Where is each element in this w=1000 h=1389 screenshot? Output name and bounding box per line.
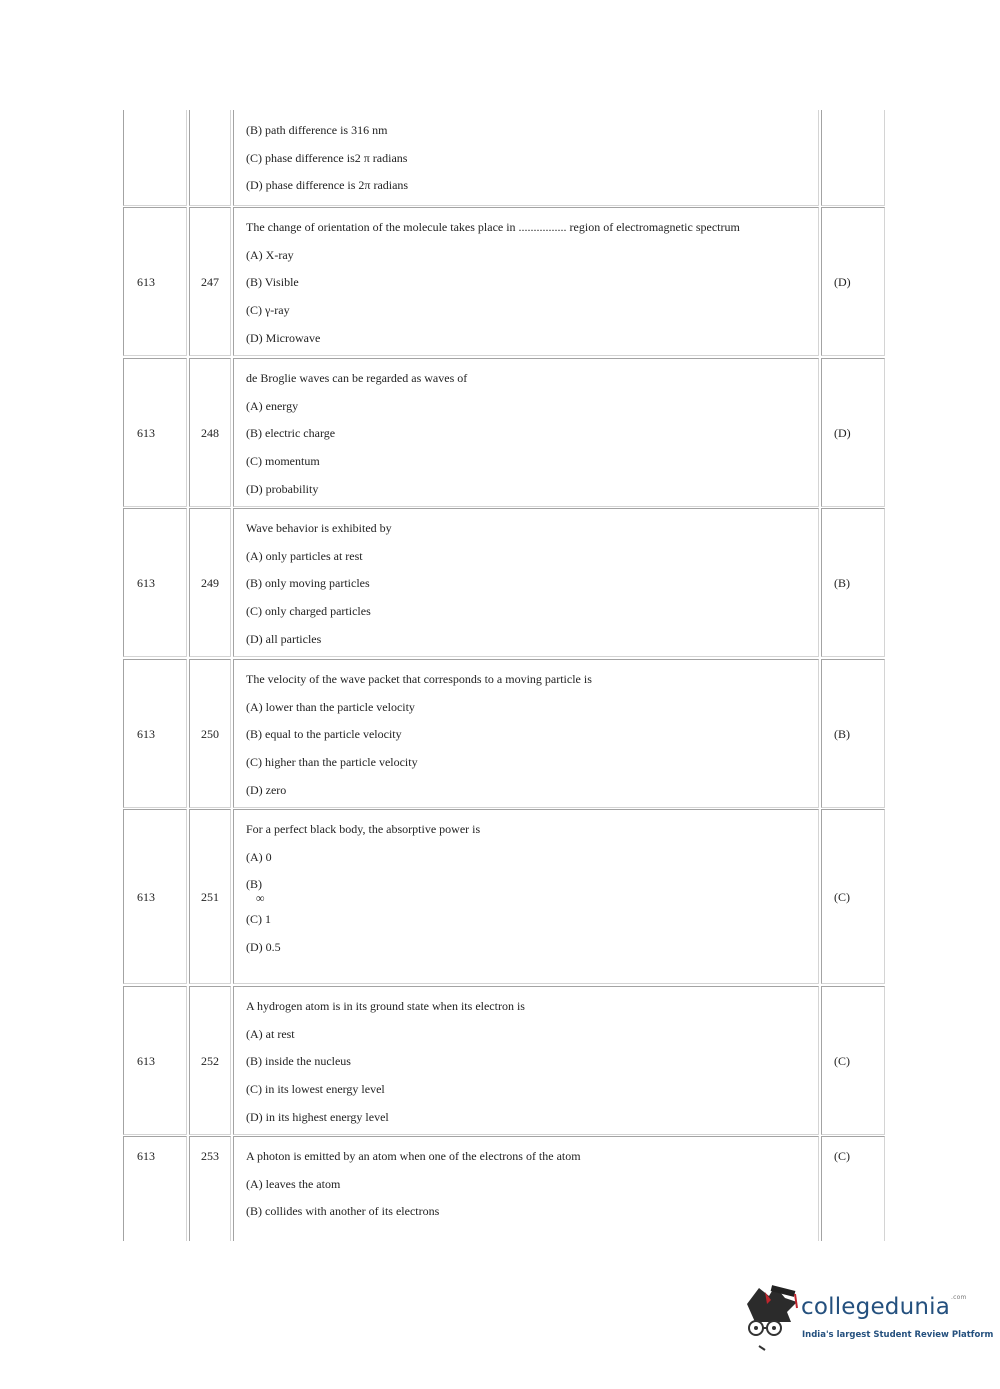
question-cell (233, 207, 819, 356)
table-row (122, 358, 886, 507)
subject-code-cell (123, 986, 187, 1135)
answer-cell (821, 110, 885, 206)
question-cell (233, 809, 819, 984)
option-b: (B) Visible (246, 275, 299, 290)
question-number: 249 (201, 576, 219, 590)
answer-key: (B) (834, 576, 850, 590)
table-row (122, 508, 886, 657)
option-b-label: (B) (246, 877, 262, 892)
question-cell (233, 1136, 819, 1241)
question-number-cell (189, 207, 231, 356)
table-row (122, 1136, 886, 1241)
question-number-cell (189, 110, 231, 206)
table-row (122, 809, 886, 984)
subject-code: 613 (137, 576, 155, 590)
option-d: (D) 0.5 (246, 940, 281, 955)
question-number-cell (189, 659, 231, 808)
logo-suffix: .com (951, 1294, 967, 1301)
question-text: For a perfect black body, the absorptive power is (246, 822, 481, 836)
option-c: (C) only charged particles (246, 604, 371, 619)
table-row (122, 659, 886, 808)
subject-code: 613 (137, 1149, 155, 1163)
subject-code-cell (123, 110, 187, 206)
question-table (122, 110, 886, 1241)
logo-wordmark: collegedunia$^{.com}$ (801, 1294, 967, 1320)
question-number: 253 (201, 1149, 219, 1163)
subject-code: 613 (137, 426, 155, 440)
question-number: 251 (201, 890, 219, 904)
question-cell (233, 986, 819, 1135)
option-c: (C) momentum (246, 454, 320, 469)
option-b: (B) only moving particles (246, 576, 370, 591)
subject-code-cell (123, 809, 187, 984)
collegedunia-logo (741, 1282, 994, 1352)
option-c: (C) γ-ray (246, 303, 290, 318)
question-cell (233, 508, 819, 657)
subject-code: 613 (137, 1054, 155, 1068)
option-a: (A) at rest (246, 1026, 295, 1041)
answer-cell (821, 1136, 885, 1241)
subject-code-cell (123, 1136, 187, 1241)
option-a: (A) energy (246, 398, 299, 413)
question-number: 247 (201, 275, 219, 289)
answer-key: (C) (834, 1054, 850, 1068)
option-a: (A) leaves the atom (246, 1176, 341, 1191)
option-c: (C) higher than the particle velocity (246, 755, 418, 770)
question-number-cell (189, 986, 231, 1135)
question-cell (233, 358, 819, 507)
question-text: A hydrogen atom is in its ground state when its electron is (246, 999, 525, 1013)
question-number: 248 (201, 426, 219, 440)
option-b: (B) collides with another of its electrons (246, 1204, 440, 1219)
option-c: (C) in its lowest energy level (246, 1082, 385, 1097)
option-d: (D) probability (246, 481, 319, 496)
answer-key: (D) (834, 275, 851, 289)
option-d: (D) in its highest energy level (246, 1109, 389, 1124)
option-c: (C) 1 (246, 912, 271, 927)
subject-code: 613 (137, 890, 155, 904)
question-text: A photon is emitted by an atom when one of the electrons of the atom (246, 1149, 581, 1163)
option-b: (B) equal to the particle velocity (246, 727, 402, 742)
option-d: (D) phase difference is 2π radians (246, 178, 409, 193)
table-row (122, 207, 886, 356)
infinity-symbol: ∞ (256, 891, 265, 906)
option-b: (B) path difference is 316 nm (246, 123, 388, 137)
question-number-cell (189, 809, 231, 984)
answer-cell (821, 207, 885, 356)
option-a: (A) only particles at rest (246, 548, 363, 563)
option-b: (B) inside the nucleus (246, 1054, 351, 1069)
answer-cell (821, 809, 885, 984)
question-number: 252 (201, 1054, 219, 1068)
question-text: de Broglie waves can be regarded as waves of (246, 371, 468, 385)
subject-code-cell (123, 358, 187, 507)
option-a: (A) lower than the particle velocity (246, 699, 415, 714)
option-c: (C) phase difference is2 π radians (246, 150, 408, 165)
answer-key: (C) (834, 890, 850, 904)
question-number: 250 (201, 727, 219, 741)
mascot-icon (741, 1282, 801, 1352)
option-a: (A) 0 (246, 849, 272, 864)
option-d: (D) Microwave (246, 330, 321, 345)
subject-code: 613 (137, 727, 155, 741)
option-b (246, 871, 810, 906)
subject-code-cell (123, 659, 187, 808)
answer-cell (821, 358, 885, 507)
option-d: (D) all particles (246, 631, 322, 646)
question-number-cell (189, 358, 231, 507)
question-number-cell (189, 1136, 231, 1241)
answer-cell (821, 659, 885, 808)
subject-code: 613 (137, 275, 155, 289)
subject-code-cell (123, 508, 187, 657)
answer-key: (D) (834, 426, 851, 440)
option-a: (A) X-ray (246, 247, 294, 262)
option-d: (D) zero (246, 782, 287, 797)
logo-tagline: India's largest Student Review Platform (802, 1330, 994, 1340)
question-text: The change of orientation of the molecule takes place in ................ region of electromagnetic spectrum (246, 220, 740, 234)
answer-key: (B) (834, 727, 850, 741)
table-row (122, 986, 886, 1135)
answer-cell (821, 508, 885, 657)
option-b: (B) electric charge (246, 426, 336, 441)
answer-key: (C) (834, 1149, 850, 1163)
question-cell (233, 659, 819, 808)
table-row (122, 110, 886, 206)
subject-code-cell (123, 207, 187, 356)
question-text: The velocity of the wave packet that corresponds to a moving particle is (246, 672, 592, 686)
question-cell (233, 110, 819, 206)
question-text: Wave behavior is exhibited by (246, 521, 392, 535)
question-number-cell (189, 508, 231, 657)
answer-cell (821, 986, 885, 1135)
